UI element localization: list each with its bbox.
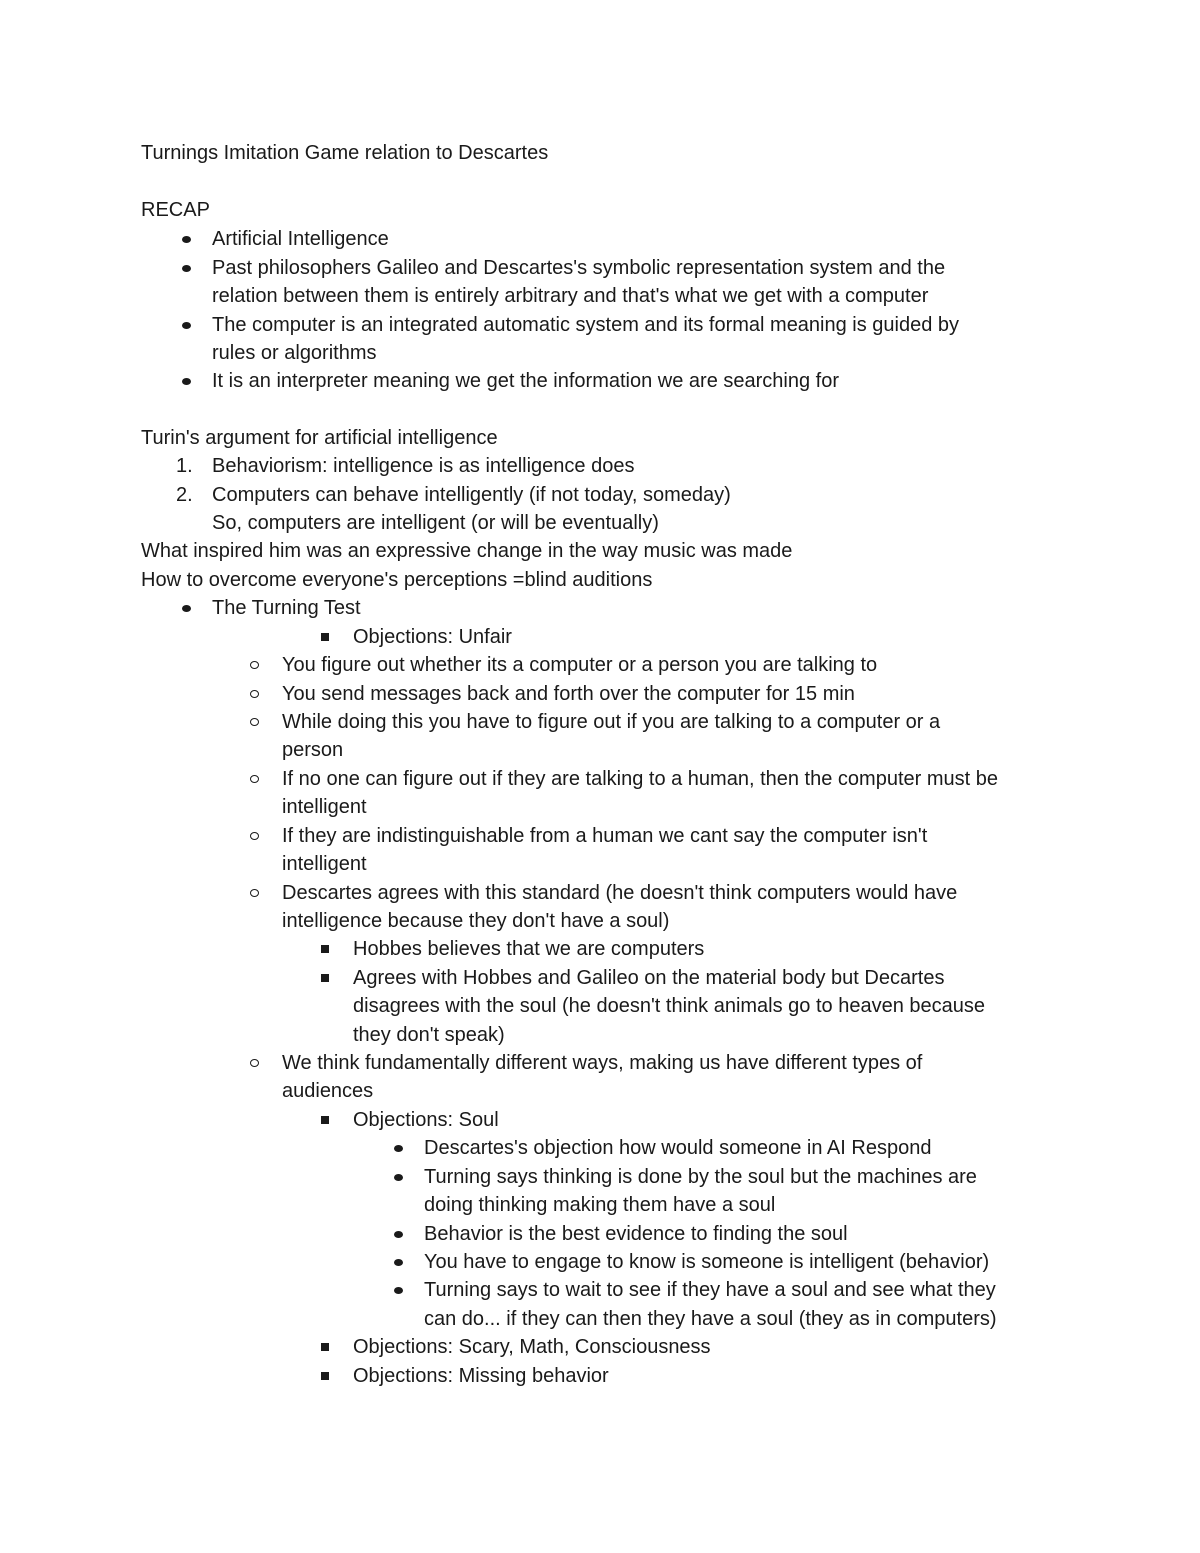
paragraph: What inspired him was an expressive change in the way music was made [141, 540, 793, 562]
list-number: 1. [176, 455, 193, 477]
paragraph: How to overcome everyone's perceptions =blind auditions [141, 569, 653, 591]
list-item: Turning says to wait to see if they have a soul and see what they [424, 1279, 996, 1301]
list-item: The Turning Test [212, 597, 361, 619]
list-item: Artificial Intelligence [212, 228, 389, 250]
list-item: Descartes agrees with this standard (he doesn't think computers would have [282, 882, 958, 904]
document-title: Turnings Imitation Game relation to Descartes [141, 142, 549, 164]
list-item-continued: they don't speak) [353, 1024, 505, 1046]
argument-conclusion: So, computers are intelligent (or will be eventually) [212, 512, 659, 534]
list-item: Objections: Scary, Math, Consciousness [353, 1336, 711, 1358]
list-item-continued: intelligent [282, 796, 367, 818]
list-item-continued: person [282, 739, 344, 761]
list-item: Objections: Soul [353, 1109, 499, 1131]
list-item-continued: doing thinking making them have a soul [424, 1194, 776, 1216]
list-item: You figure out whether its a computer or a person you are talking to [282, 654, 878, 676]
list-item: You have to engage to know is someone is intelligent (behavior) [424, 1251, 990, 1273]
list-item-continued: can do... if they can then they have a soul (they as in computers) [424, 1308, 997, 1330]
list-item-continued: disagrees with the soul (he doesn't think animals go to heaven because [353, 995, 985, 1017]
list-item: Objections: Missing behavior [353, 1365, 609, 1387]
list-item: We think fundamentally different ways, making us have different types of [282, 1052, 923, 1074]
list-item-continued: audiences [282, 1080, 374, 1102]
list-item: Agrees with Hobbes and Galileo on the material body but Decartes [353, 967, 945, 989]
list-item: The computer is an integrated automatic system and its formal meaning is guided by [212, 314, 960, 336]
recap-heading: RECAP [141, 199, 210, 221]
list-item: You send messages back and forth over the computer for 15 min [282, 683, 855, 705]
list-item: If no one can figure out if they are talking to a human, then the computer must be [282, 768, 998, 790]
list-item: Behaviorism: intelligence is as intelligence does [212, 455, 635, 477]
list-item-continued: rules or algorithms [212, 342, 377, 364]
list-item-continued: intelligence because they don't have a soul) [282, 910, 670, 932]
list-item: While doing this you have to figure out if you are talking to a computer or a [282, 711, 941, 733]
list-item: If they are indistinguishable from a human we cant say the computer isn't [282, 825, 928, 847]
list-number: 2. [176, 484, 193, 506]
list-item: Computers can behave intelligently (if not today, someday) [212, 484, 731, 506]
list-item: It is an interpreter meaning we get the information we are searching for [212, 370, 839, 392]
list-item: Hobbes believes that we are computers [353, 938, 705, 960]
list-item: Objections: Unfair [353, 626, 512, 648]
list-item: Past philosophers Galileo and Descartes's symbolic representation system and the [212, 257, 946, 279]
list-item-continued: relation between them is entirely arbitrary and that's what we get with a computer [212, 285, 929, 307]
list-item-continued: intelligent [282, 853, 367, 875]
list-item: Behavior is the best evidence to finding the soul [424, 1223, 848, 1245]
argument-heading: Turin's argument for artificial intelligence [141, 427, 498, 449]
list-item: Descartes's objection how would someone in AI Respond [424, 1137, 932, 1159]
list-item: Turning says thinking is done by the soul but the machines are [424, 1166, 977, 1188]
